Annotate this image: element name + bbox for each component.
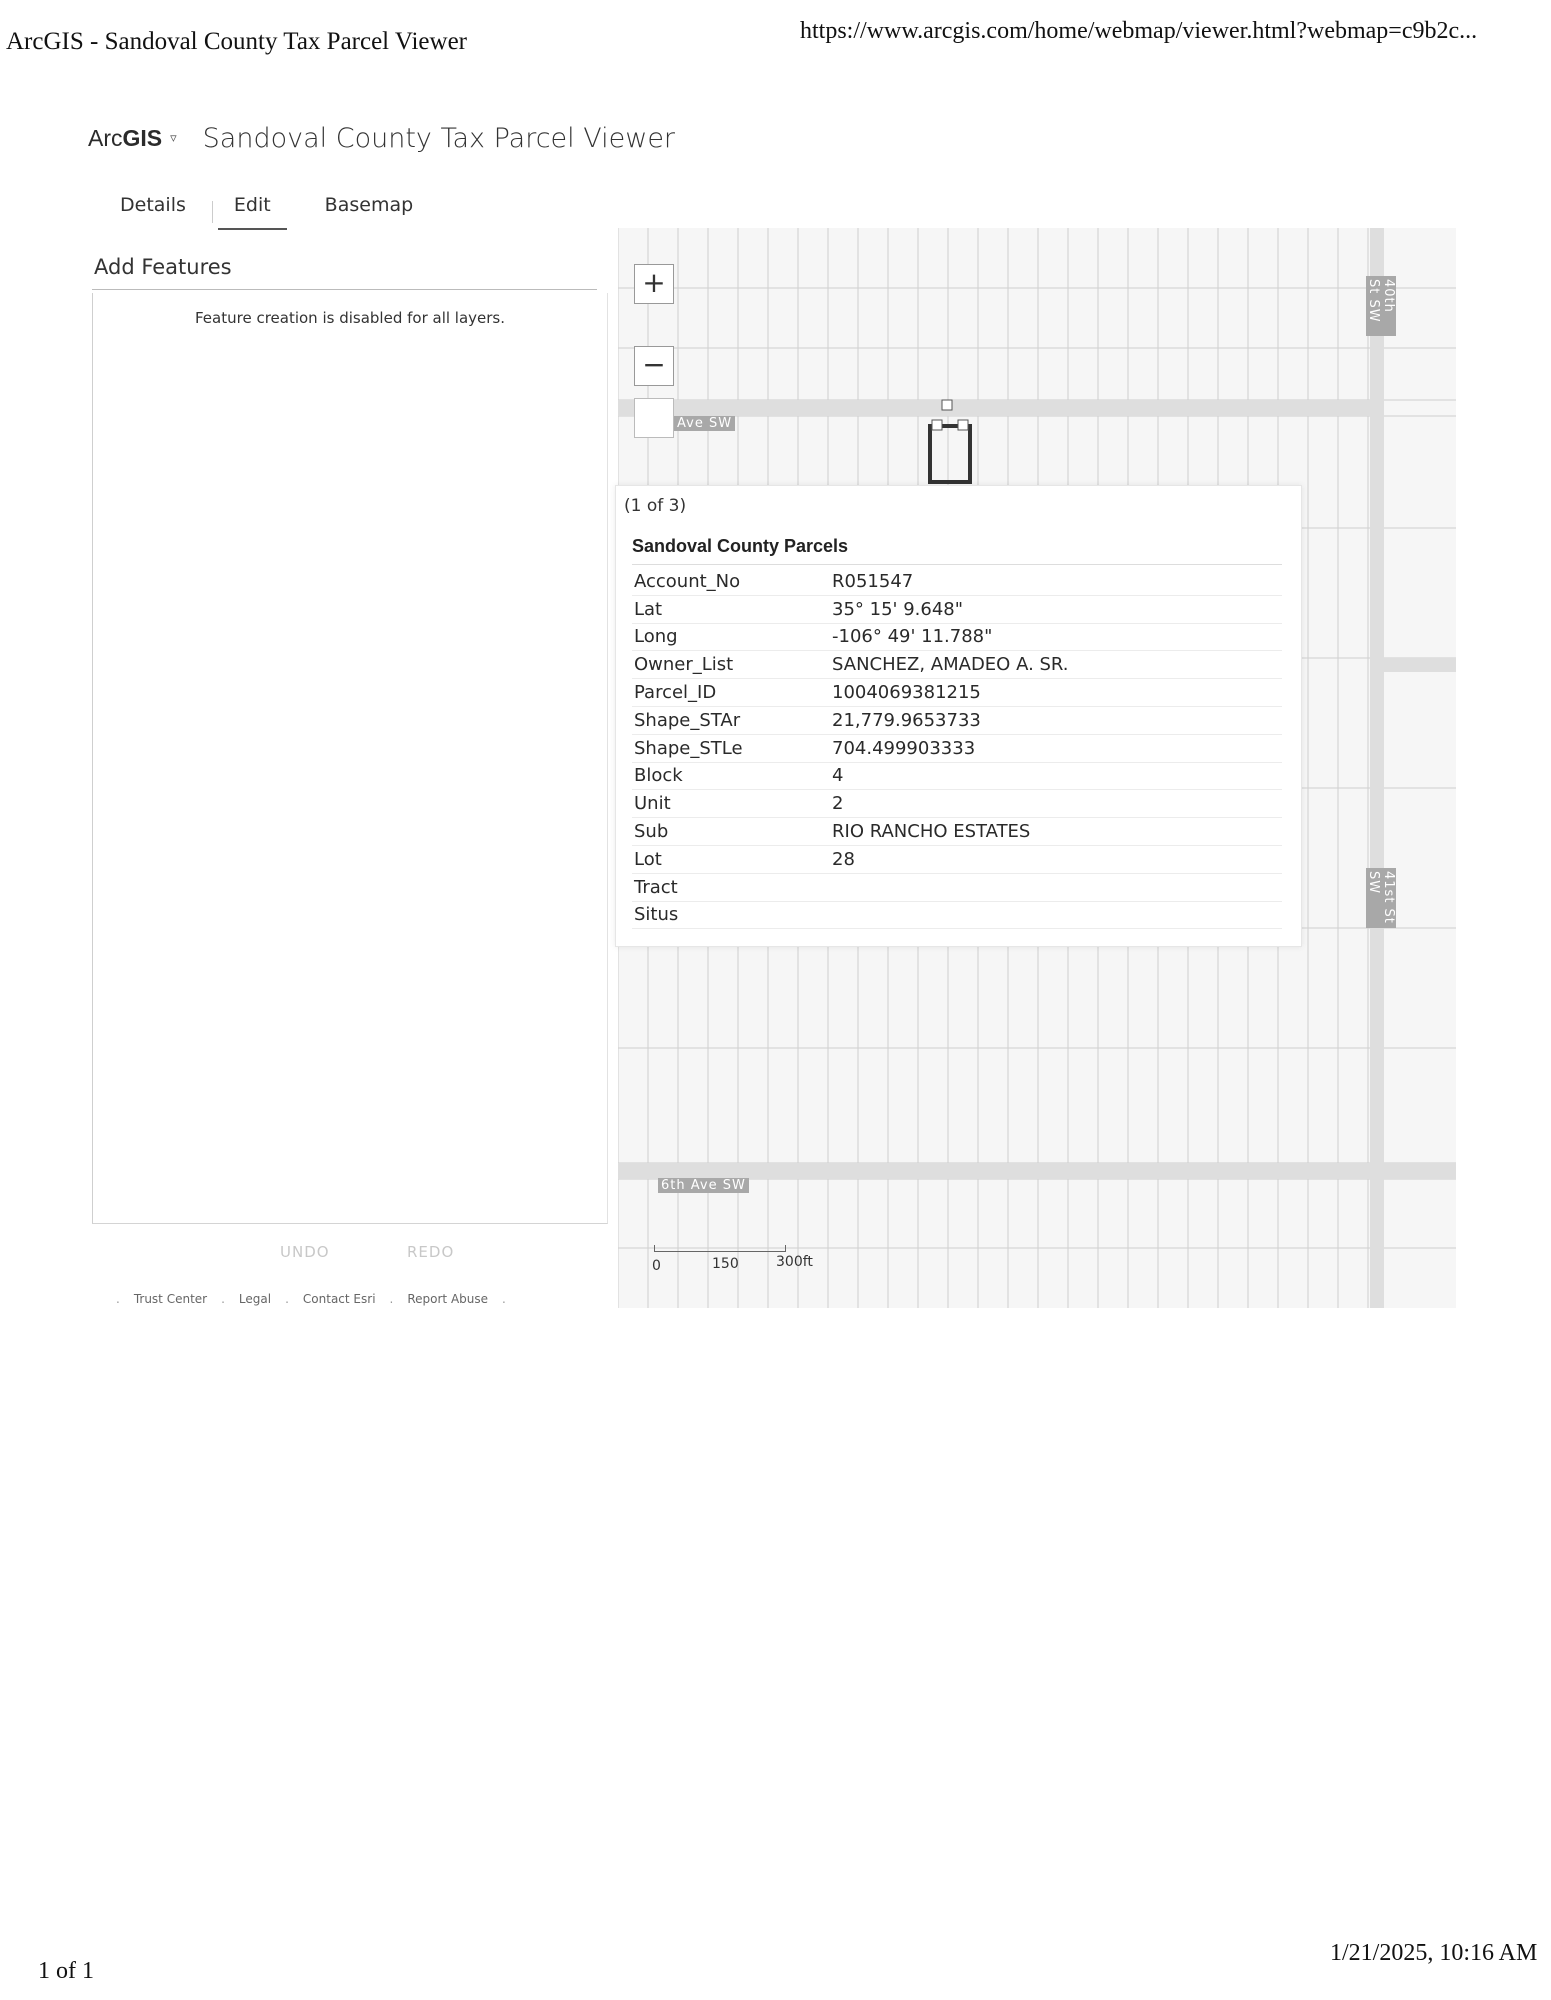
attribute-value: 28 [832,845,1282,873]
home-extent-button[interactable] [634,398,674,438]
attribute-value: 35° 15' 9.648" [832,595,1282,623]
redo-button[interactable]: REDO [407,1243,455,1261]
add-features-heading: Add Features [94,255,232,279]
zoom-out-button[interactable]: − [634,346,674,386]
zoom-in-button[interactable]: + [634,264,674,304]
attribute-value: R051547 [832,568,1282,595]
attribute-row [632,595,1282,623]
attribute-row [632,845,1282,873]
attribute-key: Owner_List [632,651,832,679]
scale-label-300: 300ft [776,1254,813,1270]
tab-divider [212,201,213,223]
attribute-key: Shape_STLe [632,734,832,762]
attribute-key: Shape_STAr [632,706,832,734]
tab-edit[interactable]: Edit [218,190,287,230]
attribute-row [632,901,1282,929]
attribute-key: Lat [632,595,832,623]
attribute-value: 4 [832,762,1282,790]
attribute-row [632,818,1282,846]
attribute-key: Sub [632,818,832,846]
attribute-key: Unit [632,790,832,818]
attribute-row [632,873,1282,901]
scale-bar [654,1245,786,1252]
logo-bold: GIS [122,124,163,151]
chevron-down-icon[interactable]: ▿ [170,130,177,146]
logo-prefix: Arc [88,124,123,151]
print-page-title: ArcGIS - Sandoval County Tax Parcel Viewer [6,28,467,55]
footer-dot: . [502,1292,506,1306]
attribute-table [632,568,1282,929]
print-page-count: 1 of 1 [38,1958,94,1984]
parcel-vertex-handle [932,420,942,430]
attribute-value: RIO RANCHO ESTATES [832,818,1282,846]
attribute-row [632,790,1282,818]
app-title: Sandoval County Tax Parcel Viewer [202,122,676,154]
attribute-value: SANCHEZ, AMADEO A. SR. [832,651,1282,679]
attribute-row [632,706,1282,734]
print-url: https://www.arcgis.com/home/webmap/viewer.html?webmap=c9b2c... [800,18,1478,44]
feature-popup [615,485,1302,947]
parcel-vertex-handle [942,400,952,410]
attribute-value [832,901,1282,929]
attribute-row [632,679,1282,707]
trust-center-link[interactable]: Trust Center [133,1292,208,1306]
arcgis-logo[interactable] [88,125,162,152]
road-label-6th-ave-sw: 6th Ave SW [658,1178,749,1193]
road-6th-ave-sw [618,1163,1456,1179]
attribute-row [632,734,1282,762]
scale-label-0: 0 [652,1258,661,1274]
popup-divider [632,564,1282,565]
attribute-row [632,568,1282,595]
edit-panel [92,293,608,1224]
attribute-row [632,651,1282,679]
contact-esri-link[interactable]: Contact Esri [302,1292,376,1306]
road-label-40th-st-sw: 40th St SW [1366,276,1396,336]
footer-dot: . [116,1292,120,1306]
attribute-value [832,873,1282,901]
road-label-ave-sw: Ave SW [674,416,735,431]
parcel-vertex-handle [958,420,968,430]
attribute-key: Long [632,623,832,651]
attribute-value: -106° 49' 11.788" [832,623,1282,651]
footer-dot: . [389,1292,394,1306]
attribute-key: Tract [632,873,832,901]
selected-parcel-outline [930,426,970,482]
road-segment-right [1384,658,1456,672]
footer-dot: . [221,1292,225,1306]
report-abuse-link[interactable]: Report Abuse [407,1292,489,1306]
undo-button[interactable]: UNDO [280,1243,330,1261]
tab-basemap[interactable]: Basemap [324,194,414,216]
scale-label-150: 150 [712,1256,739,1272]
attribute-key: Block [632,762,832,790]
road-ave-sw [618,400,1378,416]
tab-details[interactable]: Details [120,194,186,216]
attribute-key: Lot [632,845,832,873]
attribute-value: 704.499903333 [832,734,1282,762]
attribute-key: Account_No [632,568,832,595]
attribute-value: 21,779.9653733 [832,706,1282,734]
popup-layer-title: Sandoval County Parcels [632,536,849,556]
road-label-41st-st-sw: 41st St SW [1366,868,1396,928]
attribute-key: Situs [632,901,832,929]
popup-feature-count[interactable]: (1 of 3) [624,496,687,516]
tab-bar [120,190,451,230]
attribute-row [632,762,1282,790]
attribute-key: Parcel_ID [632,679,832,707]
footer-links [116,1292,520,1306]
attribute-value: 2 [832,790,1282,818]
feature-disabled-message: Feature creation is disabled for all layers. [195,309,506,327]
panel-divider [92,289,597,290]
road-40th-st-sw [1370,228,1384,1308]
app-header [88,118,675,158]
legal-link[interactable]: Legal [238,1292,272,1306]
footer-dot: . [285,1292,289,1306]
attribute-value: 1004069381215 [832,679,1282,707]
attribute-row [632,623,1282,651]
print-datetime: 1/21/2025, 10:16 AM [1330,1940,1538,1966]
